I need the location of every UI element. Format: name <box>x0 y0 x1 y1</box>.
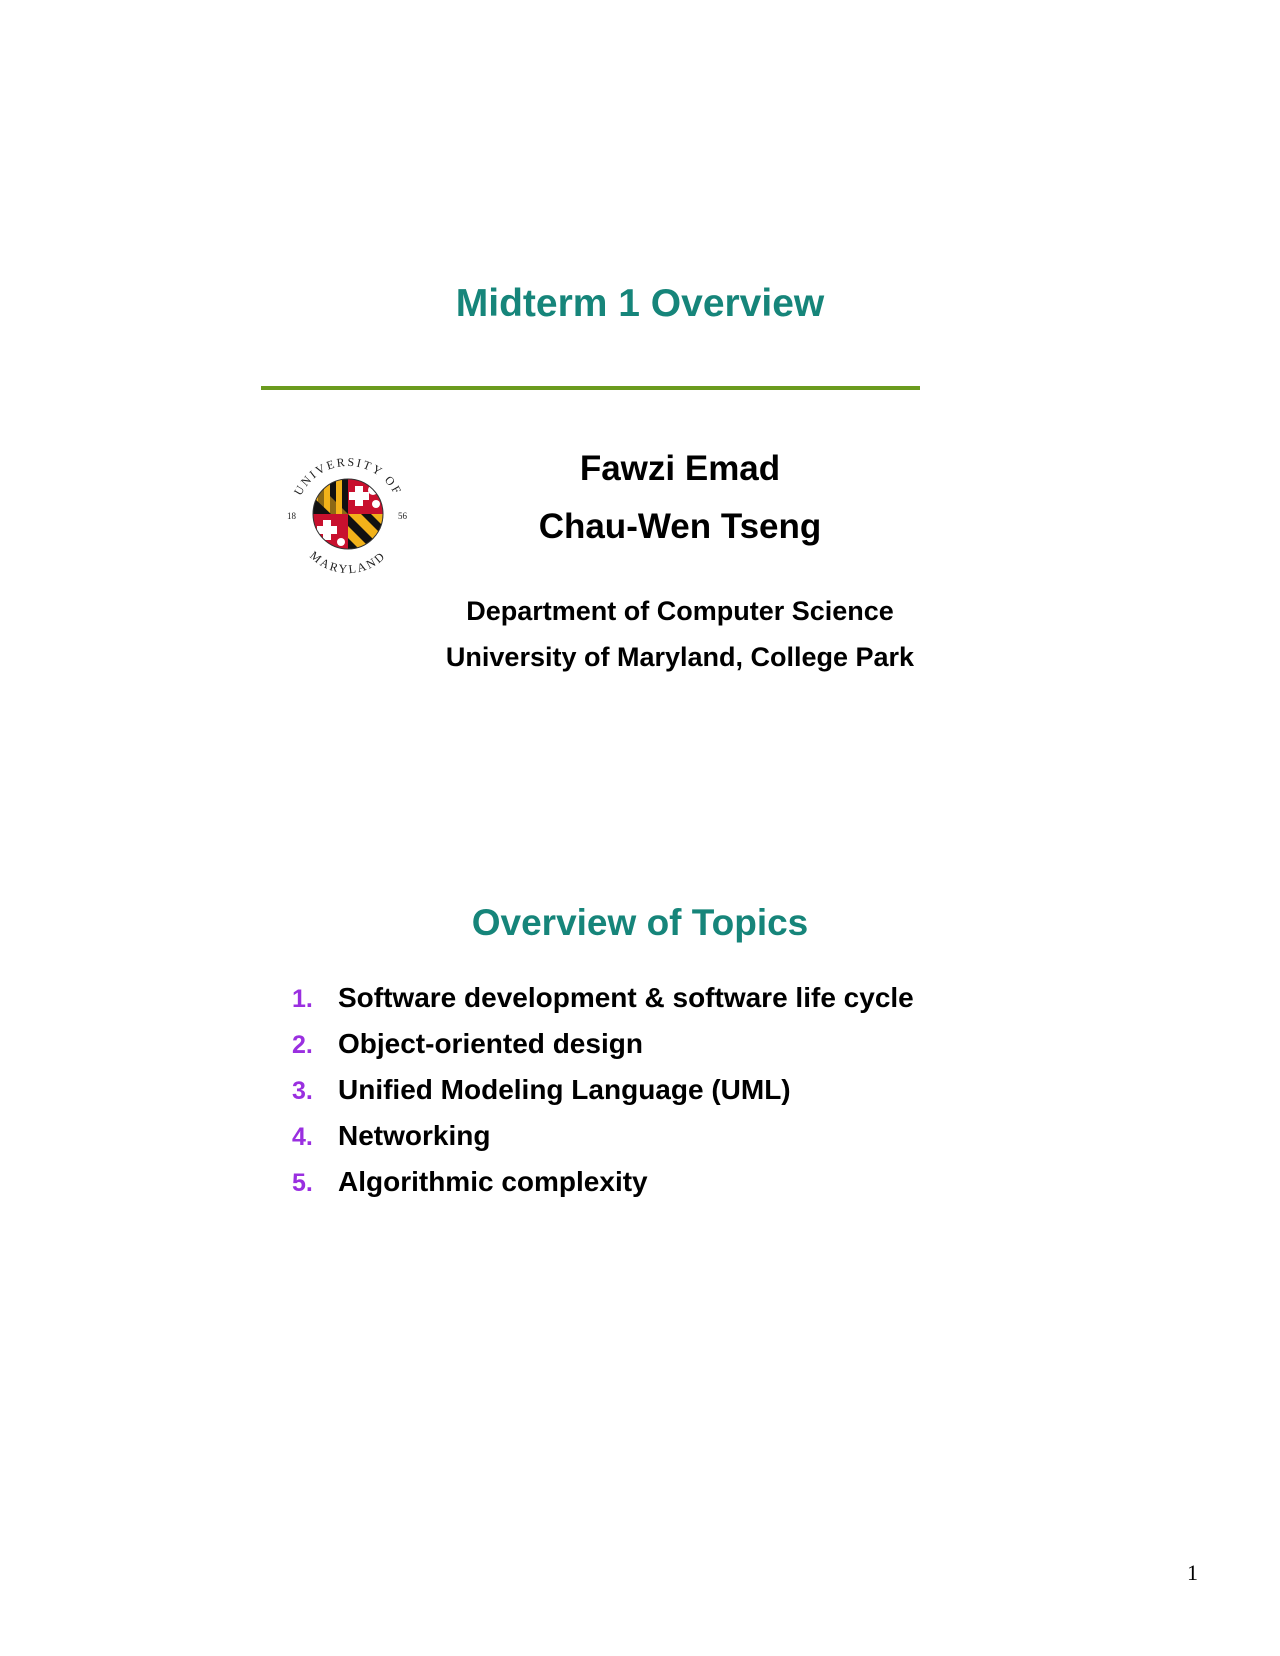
list-item-text: Algorithmic complexity <box>338 1166 648 1197</box>
list-item-text: Object-oriented design <box>338 1028 643 1059</box>
list-item <box>292 1118 1052 1164</box>
slide-title: Midterm 1 Overview <box>455 282 825 325</box>
list-item <box>292 1164 1052 1210</box>
seal-year-right: 56 <box>398 511 407 521</box>
university-line: University of Maryland, College Park <box>445 642 915 672</box>
list-item-text: Unified Modeling Language (UML) <box>338 1074 791 1105</box>
list-item-number: 4. <box>292 1123 313 1151</box>
slide-title: Overview of Topics <box>471 902 809 943</box>
topics-list <box>292 980 1052 1210</box>
list-item-number: 3. <box>292 1077 313 1105</box>
list-item <box>292 1072 1052 1118</box>
seal-ring-text-bottom: MARYLAND <box>307 548 389 577</box>
author-name: Fawzi Emad <box>579 449 781 488</box>
list-item <box>292 980 1052 1026</box>
seal-year-left: 18 <box>287 511 296 521</box>
list-item-text: Software development & software life cycle <box>338 982 914 1013</box>
department-line: Department of Computer Science <box>466 596 894 626</box>
list-item <box>292 1026 1052 1072</box>
list-item-number: 5. <box>292 1169 313 1197</box>
list-item-text: Networking <box>338 1120 491 1151</box>
seal-ring-text-top: UNIVERSITY OF <box>290 454 406 498</box>
page-number: 1 <box>1187 1560 1198 1585</box>
title-divider <box>261 386 920 390</box>
author-name: Chau-Wen Tseng <box>538 507 822 546</box>
svg-text:MARYLAND <box>307 548 388 576</box>
list-item-number: 2. <box>292 1031 313 1059</box>
list-item-number: 1. <box>292 985 313 1013</box>
university-seal-icon <box>283 448 413 578</box>
